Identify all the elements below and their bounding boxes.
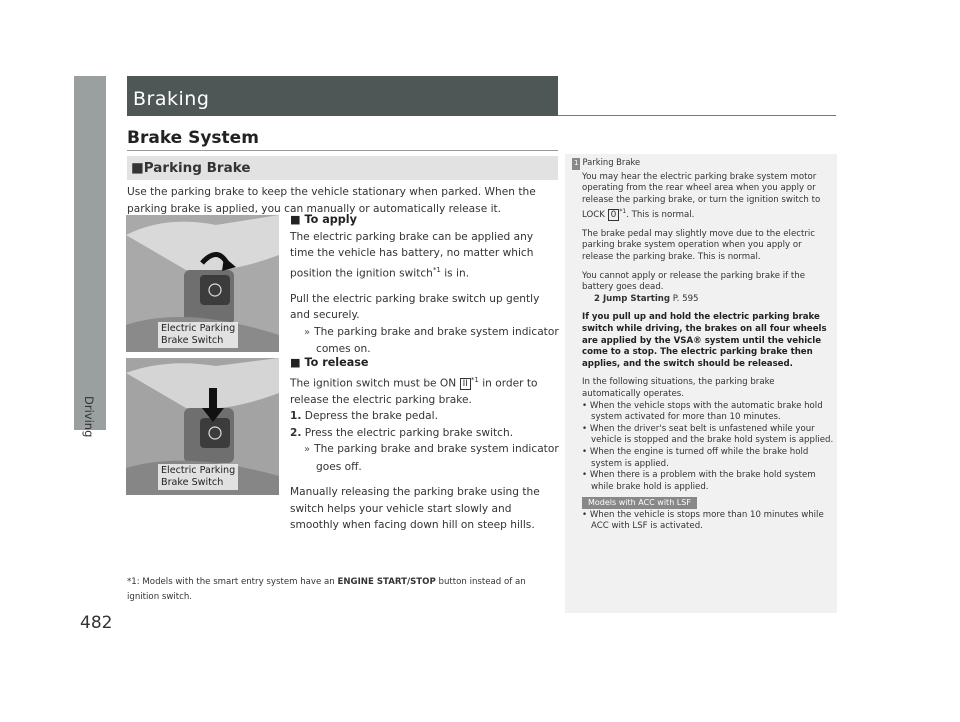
release-photo-label-line1: Electric Parking bbox=[161, 465, 236, 476]
release-step-1-text: Depress the brake pedal. bbox=[304, 410, 438, 423]
ignition-lock-key-icon: 0 bbox=[608, 209, 620, 221]
note-bullet: • When the engine is turned off while the brake hold system is applied. bbox=[582, 446, 809, 469]
note-paragraph-3: You cannot apply or release the parking brake if the battery goes dead. bbox=[582, 270, 806, 293]
chapter-title: Braking bbox=[133, 88, 210, 110]
apply-p1-footnote-ref: *1 bbox=[432, 265, 441, 274]
release-result-text: The parking brake and brake system indicator goes off. bbox=[314, 443, 559, 473]
note-p1-text: You may hear the electric parking brake system motor operating from the rear wheel area when you apply or release the parking brake, or turn the ignition switch to LOCK bbox=[582, 171, 821, 221]
release-paragraph-1 bbox=[290, 372, 560, 409]
reference-arrow-icon: 2 bbox=[594, 293, 600, 304]
note-paragraph-2: The brake pedal may slightly move due to the electric parking brake system operation when you apply or release the parking brake. This is normal. bbox=[582, 228, 815, 263]
section-title: Brake System bbox=[127, 128, 259, 148]
release-paragraph-2: Manually releasing the parking brake using the switch helps your vehicle start slowly and smoothly when facing down hill on steep hills. bbox=[290, 486, 540, 532]
reference-title: Jump Starting bbox=[602, 293, 671, 304]
note-bullet-text: When the engine is turned off while the brake hold system is applied. bbox=[589, 446, 809, 469]
note-p1-text-end: . This is normal. bbox=[626, 210, 695, 221]
apply-result bbox=[290, 324, 560, 358]
chapter-tab-label: Driving bbox=[82, 396, 96, 438]
apply-paragraph-2: Pull the electric parking brake switch up gently and securely. bbox=[290, 292, 540, 322]
apply-photo-label bbox=[158, 322, 238, 348]
subsection-title bbox=[131, 160, 250, 176]
apply-result-arrow-icon: » bbox=[304, 326, 311, 338]
note-bullet-text: When the driver's seat belt is unfastened while your vehicle is stopped and the brake hold system is applied. bbox=[589, 423, 834, 446]
note-bullet: • When the vehicle stops with the automatic brake hold system activated for more than 10 minutes. bbox=[582, 400, 823, 423]
release-heading: ■ To release bbox=[290, 356, 369, 369]
release-result-arrow-icon: » bbox=[304, 444, 311, 456]
release-p1-text: The ignition switch must be ON bbox=[290, 377, 460, 390]
note-warning: If you pull up and hold the electric parking brake switch while driving, the brakes on all four wheels are applied by the VSA® system until the vehicle come to a stop. The electric parking brake then applies, and the switch should be released. bbox=[582, 312, 827, 369]
release-step-2 bbox=[290, 425, 560, 442]
note-paragraph-4: In the following situations, the parking brake automatically operates. bbox=[582, 377, 775, 399]
note-title-text: Parking Brake bbox=[582, 157, 641, 167]
note-paragraph-1 bbox=[582, 172, 834, 222]
note-bullet: • When there is a problem with the brake hold system while brake hold is applied. bbox=[582, 470, 816, 492]
release-result bbox=[290, 441, 560, 475]
model-badge: Models with ACC with LSF bbox=[582, 497, 697, 509]
note-p1-footnote-ref: *1 bbox=[619, 208, 627, 216]
ignition-on-key-icon: II bbox=[460, 378, 471, 390]
apply-heading: ■ To apply bbox=[290, 213, 357, 226]
apply-paragraph-1 bbox=[290, 229, 560, 282]
note-body bbox=[572, 172, 834, 533]
note-bullet: • When the driver's seat belt is unfastened while your vehicle is stopped and the brake hold system is applied. bbox=[582, 423, 834, 446]
note-bullet-acc: • When the vehicle is stops more than 10 minutes while ACC with LSF is activated. bbox=[582, 509, 824, 532]
release-photo-label-line2: Brake Switch bbox=[161, 477, 224, 488]
release-procedure bbox=[290, 355, 560, 534]
subsection-marker: ■ bbox=[131, 160, 144, 176]
release-step-1-number: 1. bbox=[290, 410, 302, 423]
chapter-rule bbox=[558, 115, 836, 116]
apply-photo-label-line1: Electric Parking bbox=[161, 323, 236, 334]
release-photo-label bbox=[158, 464, 238, 490]
apply-photo bbox=[126, 215, 279, 352]
footnote bbox=[127, 575, 559, 605]
release-step-2-number: 2. bbox=[290, 426, 302, 439]
release-p1-text-end: in order to release the electric parking brake. bbox=[290, 377, 538, 406]
footnote-text-end: button instead of an ignition switch. bbox=[127, 577, 526, 602]
note-bullet-text: When there is a problem with the brake hold system while brake hold is applied. bbox=[589, 470, 816, 492]
note-content bbox=[572, 157, 834, 533]
section-rule bbox=[127, 150, 558, 151]
note-bullet-acc-text: When the vehicle is stops more than 10 minutes while ACC with LSF is activated. bbox=[589, 509, 824, 532]
subsection-title-text: Parking Brake bbox=[143, 160, 251, 176]
release-photo bbox=[126, 358, 279, 495]
apply-photo-label-line2: Brake Switch bbox=[161, 335, 224, 346]
intro-paragraph: Use the parking brake to keep the vehicle stationary when parked. When the parking brake is applied, you can manually or automatically release it. bbox=[127, 186, 536, 215]
release-p1-footnote-ref: *1 bbox=[470, 375, 479, 384]
release-step-2-text: Press the electric parking brake switch. bbox=[304, 426, 514, 439]
note-title bbox=[572, 157, 834, 170]
footnote-bold: ENGINE START/STOP bbox=[337, 577, 436, 587]
apply-p1-text: The electric parking brake can be applied any time the vehicle has battery, no matter which position the ignition switch bbox=[290, 230, 534, 280]
apply-p1-text-end: is in. bbox=[440, 267, 470, 280]
release-step-1 bbox=[290, 408, 560, 425]
note-bullet-text: When the vehicle stops with the automatic brake hold system activated for more than 10 minutes. bbox=[589, 400, 823, 423]
jump-starting-reference[interactable] bbox=[582, 294, 834, 306]
chapter-tab bbox=[74, 76, 106, 430]
footnote-text: *1: Models with the smart entry system have an bbox=[127, 577, 338, 587]
reference-page: P. 595 bbox=[670, 293, 699, 304]
page-number: 482 bbox=[80, 613, 113, 633]
apply-result-text: The parking brake and brake system indicator comes on. bbox=[314, 325, 559, 356]
note-marker-icon: 1 bbox=[572, 158, 580, 170]
note-bullet-list bbox=[582, 401, 834, 494]
apply-procedure bbox=[290, 212, 560, 358]
